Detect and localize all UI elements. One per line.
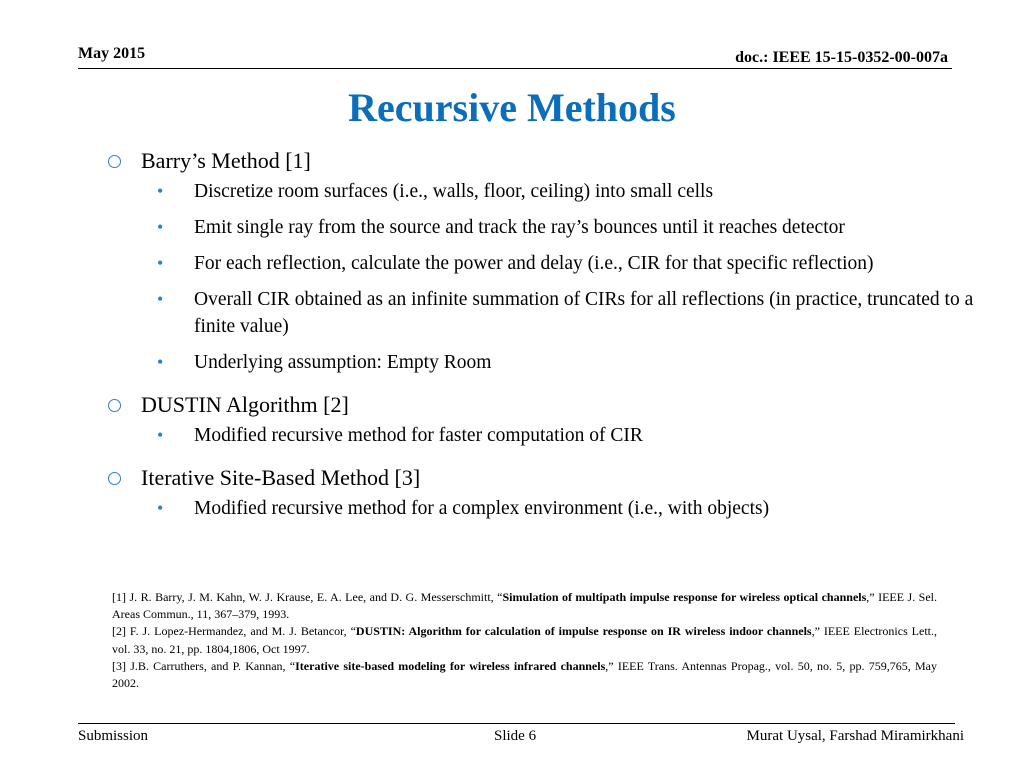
reference-title: DUSTIN: Algorithm for calculation of impulse response on IR wireless indoor channels [355, 624, 812, 639]
reference-title: Simulation of multipath impulse response for wireless optical channels [502, 590, 867, 604]
references [112, 589, 937, 692]
header-divider [78, 68, 952, 69]
footer-authors: Murat Uysal, Farshad Miramirkhani [746, 728, 964, 744]
section [104, 463, 1004, 522]
bullet-dot-icon: • [157, 289, 164, 309]
section-heading-row [104, 146, 1004, 176]
bullet-dot-icon: • [157, 217, 164, 237]
header-date: May 2015 [78, 45, 146, 62]
slide-content [104, 146, 1004, 536]
reference-source: ,” IEEE J. Sel. Areas Commun., 11, 367–379, 1993. [112, 590, 938, 622]
bullet-text: Overall CIR obtained as an infinite summation of CIRs for all reflections (in practice, truncated to a finite value) [194, 289, 974, 337]
footer-slide-number: Slide 6 [494, 728, 537, 744]
bullet-dot-icon: • [157, 498, 164, 518]
bullet-item [104, 178, 1004, 205]
bullet-item [104, 214, 1004, 241]
bullet-text: Underlying assumption: Empty Room [194, 352, 492, 373]
reference-source: ,” IEEE Electronics Lett., vol. 33, no. 21, pp. 1804,1806, Oct 1997. [112, 624, 937, 656]
footer-divider [78, 723, 955, 724]
reference-title: Iterative site-based modeling for wireless infrared channels [295, 658, 606, 673]
bullet-dot-icon: • [157, 253, 164, 273]
bullet-dot-icon: • [157, 352, 164, 372]
section-heading: Iterative Site-Based Method [3] [141, 465, 421, 490]
slide-title: Recursive Methods [348, 85, 676, 130]
section [104, 390, 1004, 449]
bullet-text: Modified recursive method for faster computation of CIR [194, 425, 643, 446]
reference-entry [112, 589, 937, 623]
bullet-item [104, 286, 1004, 340]
section-heading: Barry’s Method [1] [141, 148, 311, 173]
bullet-text: For each reflection, calculate the power and delay (i.e., CIR for that specific reflection) [194, 253, 874, 274]
reference-source: ,” IEEE Trans. Antennas Propag., vol. 50, no. 5, pp. 759,765, May 2002. [112, 658, 937, 691]
bullet-item [104, 250, 1004, 277]
section-heading-row [104, 390, 1004, 420]
reference-authors: [1] J. R. Barry, J. M. Kahn, W. J. Krause, E. A. Lee, and D. G. Messerschmitt, “ [112, 590, 503, 604]
bullet-item [104, 495, 1004, 522]
header-doc-id: doc.: IEEE 15-15-0352-00-007a [735, 49, 948, 66]
section-heading-row [104, 463, 1004, 493]
reference-entry [112, 623, 937, 657]
circle-bullet-icon [108, 472, 121, 485]
bullet-dot-icon: • [157, 181, 164, 201]
bullet-item [104, 349, 1004, 376]
section [104, 146, 1004, 376]
reference-entry [112, 658, 937, 692]
bullet-text: Discretize room surfaces (i.e., walls, floor, ceiling) into small cells [194, 181, 714, 202]
bullet-dot-icon: • [157, 425, 164, 445]
bullet-text: Modified recursive method for a complex environment (i.e., with objects) [194, 498, 770, 519]
section-heading: DUSTIN Algorithm [2] [141, 392, 349, 417]
bullet-item [104, 422, 1004, 449]
reference-authors: [3] J.B. Carruthers, and P. Kannan, “ [112, 658, 296, 673]
bullet-text: Emit single ray from the source and track the ray’s bounces until it reaches detector [194, 217, 845, 238]
circle-bullet-icon [108, 399, 121, 412]
reference-authors: [2] F. J. Lopez-Hermandez, and M. J. Betancor, “ [112, 624, 356, 639]
footer-submission: Submission [78, 728, 149, 744]
circle-bullet-icon [108, 155, 121, 168]
